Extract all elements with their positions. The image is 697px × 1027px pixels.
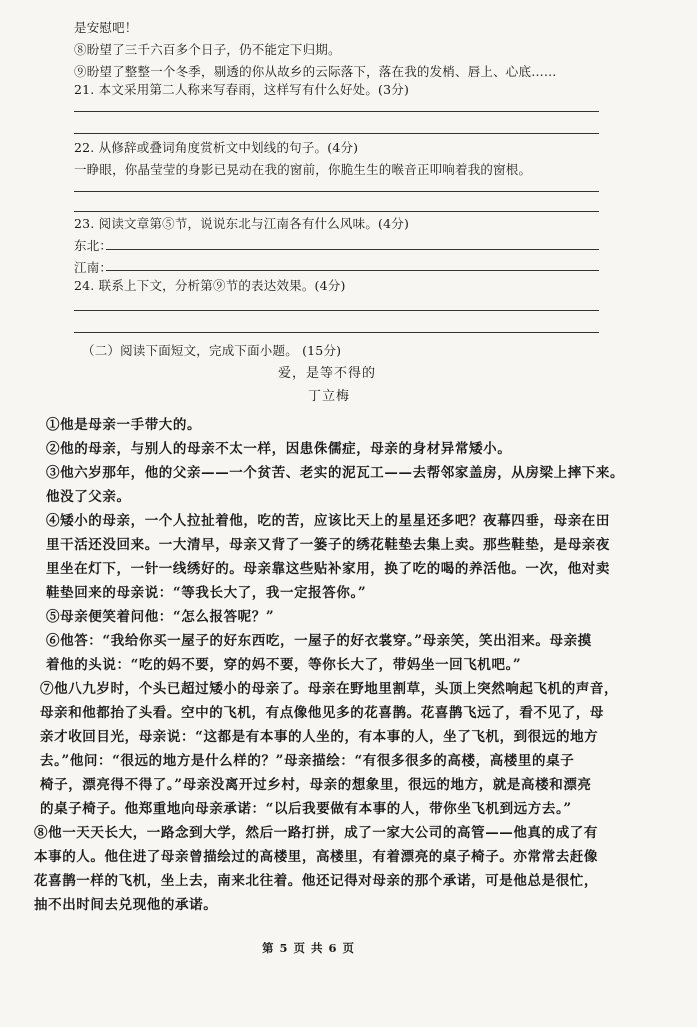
passage-line: 亲才收回目光，母亲说：“这都是有本事的人坐的，有本事的人，坐了飞机，到很远的地方 [40, 729, 599, 745]
question-23: 23. 阅读文章第⑤节，说说东北与江南各有什么风味。(4分) [74, 216, 410, 231]
passage-line: 椅子，漂亮得不得了。”母亲没离开过乡村，母亲的想象里，很远的地方，就是高楼和漂亮 [40, 777, 592, 793]
answer-line [74, 133, 599, 134]
answer-line [74, 310, 599, 311]
question-24: 24. 联系上下文，分析第⑨节的表达效果。(4分) [74, 278, 346, 293]
page-footer: 第 5 页 共 6 页 [262, 941, 356, 955]
passage-line: 里坐在灯下，一针一线绣好的。母亲靠这些贴补家用，换了吃的喝的养活他。一次，他对卖 [46, 561, 610, 577]
passage-line: 鞋垫回来的母亲说：“等我长大了，我一定报答你。” [46, 585, 367, 601]
answer-line [74, 111, 599, 112]
article-title: 爱，是等不得的 [278, 366, 377, 381]
passage-line: ①他是母亲一手带大的。 [46, 417, 202, 433]
passage-line: ②他的母亲，与别人的母亲不太一样，因患侏儒症，母亲的身材异常矮小。 [46, 441, 512, 457]
passage-line: 的桌子椅子。他郑重地向母亲承诺：“以后我要做有本事的人，带你坐飞机到远方去。” [40, 801, 572, 817]
passage-line: ⑧他一天天长大，一路念到大学，然后一路打拼，成了一家大公司的高管——他真的成了有 [34, 825, 598, 841]
question-22: 22. 从修辞或叠词角度赏析文中划线的句子。(4分) [74, 140, 359, 155]
answer-line [106, 270, 599, 271]
label-dongbei: 东北： [74, 238, 113, 253]
answer-line [74, 191, 599, 192]
passage-line: ⑥他答：“我给你买一屋子的好东西吃，一屋子的好衣裳穿。”母亲笑，笑出泪来。母亲摸 [46, 633, 592, 649]
passage-line: 抽不出时间去兑现他的承诺。 [34, 897, 218, 913]
passage-line: 去。”他问：“很远的地方是什么样的？”母亲描绘：“有很多很多的高楼，高楼里的桌子 [40, 753, 575, 769]
answer-line [106, 249, 599, 250]
question-21: 21. 本文采用第二人称来写春雨，这样写有什么好处。(3分) [74, 82, 410, 97]
article-author: 丁立梅 [308, 389, 351, 404]
passage-line: ⑦他八九岁时，个头已超过矮小的母亲了。母亲在野地里割草，头顶上突然响起飞机的声音， [40, 681, 619, 697]
answer-line [74, 332, 599, 333]
passage-line: 本事的人。他住进了母亲曾描绘过的高楼里，高楼里，有着漂亮的桌子椅子。亦常常去赶像 [34, 849, 598, 865]
passage-line: 花喜鹊一样的飞机，坐上去，南来北往着。他还记得对母亲的那个承诺，可是他总是很忙， [34, 873, 598, 889]
passage-line: 母亲和他都抬了头看。空中的飞机，有点像他见多的花喜鹊。花喜鹊飞远了，看不见了，母 [40, 705, 604, 721]
passage-line: 他没了父亲。 [46, 489, 131, 505]
question-22-quote: 一睁眼，你晶莹莹的身影已晃动在我的窗前，你脆生生的喉音正叩响着我的窗根。 [74, 162, 532, 177]
passage-line: 是安慰吧！ [74, 20, 138, 35]
answer-line [74, 211, 599, 212]
passage-line: ⑤母亲便笑着问他：“怎么报答呢？” [46, 609, 275, 625]
passage-line: 着他的头说：“吃的妈不要，穿的妈不要，等你长大了，带妈坐一回飞机吧。” [46, 657, 522, 673]
section-heading: （二）阅读下面短文，完成下面小题。 (15分) [82, 343, 342, 358]
passage-line: ③他六岁那年，他的父亲——一个贫苦、老实的泥瓦工——去帮邻家盖房，从房梁上摔下来。 [46, 465, 625, 481]
passage-line: 里干活还没回来。一大清早，母亲又背了一篓子的绣花鞋垫去集上卖。那些鞋垫，是母亲夜 [46, 537, 610, 553]
passage-line: ⑧盼望了三千六百多个日子，仍不能定下归期。 [74, 42, 341, 57]
passage-line: ⑨盼望了整整一个冬季，剔透的你从故乡的云际落下，落在我的发梢、唇上、心底…… [74, 64, 557, 79]
passage-line: ④矮小的母亲，一个人拉扯着他，吃的苦，应该比天上的星星还多吧？夜幕四垂，母亲在田 [46, 513, 610, 529]
label-jiangnan: 江南： [74, 260, 113, 275]
